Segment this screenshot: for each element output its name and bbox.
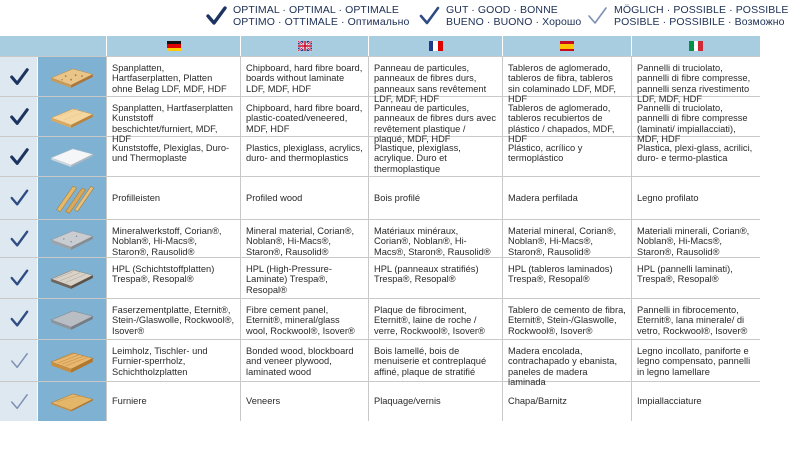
- good-check-icon: [418, 5, 440, 27]
- material-text: Spanplatten, Hartfaserplatten, Platten ohne Belag LDF, MDF, HDF: [112, 63, 227, 94]
- material-cell: [368, 137, 502, 176]
- material-image-cell: [38, 57, 106, 96]
- material-text: Chipboard, hard fibre board, plastic-coated/veneered, MDF, HDF: [246, 103, 363, 134]
- material-cell: [106, 299, 240, 339]
- table-row: [0, 381, 760, 421]
- material-text: Faserzementplatte, Eternit®, Stein-/Glaswolle, Rockwool®, Isover®: [112, 305, 235, 336]
- rating-cell: [0, 258, 38, 298]
- material-text: Materiali minerali, Corian®, Noblan®, Hi-Macs®, Staron®, Rausolid®: [637, 226, 750, 257]
- material-cell: [502, 137, 631, 176]
- rating-cell: [0, 382, 38, 421]
- rating-cell: [0, 177, 38, 219]
- material-cell: [631, 258, 760, 298]
- material-cell: [106, 57, 240, 96]
- table-row: [0, 257, 760, 298]
- lang-fr: [368, 36, 502, 56]
- material-text: Kunststoffe, Plexiglas, Duro- und Thermoplaste: [112, 143, 230, 164]
- coated-board-icon: [43, 98, 101, 136]
- material-cell: [368, 382, 502, 421]
- material-text: Profilleisten: [112, 192, 161, 203]
- material-cell: [631, 177, 760, 219]
- it-flag-icon: [689, 41, 703, 51]
- material-text: HPL (High-Pressure-Laminate) Trespa®, Resopal®: [246, 264, 332, 295]
- fibre-cement-icon: [43, 300, 101, 338]
- rating-cell: [0, 57, 38, 96]
- material-text: Tableros de aglomerado, tableros de fibra, tableros sin colaminado LDF, MDF, HDF: [508, 63, 616, 104]
- legend-possible: [586, 5, 788, 28]
- gb-flag-icon: [298, 41, 312, 51]
- material-text: Leimholz, Tischler- und Furnier-sperrholz, Schichtholzplatten: [112, 346, 208, 377]
- material-cell: [502, 382, 631, 421]
- material-text: Veneers: [246, 396, 281, 407]
- material-cell: [502, 299, 631, 339]
- material-text: Matériaux minéraux, Corian®, Noblan®, Hi-Macs®, Staron®, Rausolid®: [374, 226, 491, 257]
- material-text: Spanplatten, Hartfaserplatten Kunststoff beschichtet/furniert, MDF, HDF: [112, 103, 233, 144]
- material-rows: [0, 56, 760, 421]
- material-text: Legno profilato: [637, 192, 699, 203]
- material-cell: [240, 97, 368, 136]
- material-cell: [368, 258, 502, 298]
- material-cell: [368, 177, 502, 219]
- material-image-cell: [38, 340, 106, 381]
- material-cell: [106, 97, 240, 144]
- material-cell: [106, 258, 240, 298]
- rating-cell: [0, 299, 38, 339]
- material-text: Tableros de aglomerado, tableros recubiertos de plástico / chapados, MDF, HDF: [508, 103, 615, 144]
- legend-optimal-line1: OPTIMAL · OPTIMAL · OPTIMALE: [233, 4, 399, 16]
- material-text: Mineral material, Corian®, Noblan®, Hi-Macs®, Staron®, Rausolid®: [246, 226, 355, 257]
- material-cell: [502, 57, 631, 104]
- material-cell: [631, 382, 760, 421]
- material-text: Mineralwerkstoff, Corian®, Noblan®, Hi-Macs®, Staron®, Rausolid®: [112, 226, 222, 257]
- material-cell: [502, 340, 631, 387]
- material-text: Chipboard, hard fibre board, boards without laminate LDF, MDF, HDF: [246, 63, 363, 94]
- material-cell: [240, 299, 368, 339]
- profiled-wood-icon: [43, 179, 101, 217]
- optimal-check-icon: [9, 107, 29, 127]
- material-cell: [106, 382, 240, 421]
- material-text: Pannelli di truciolato, pannelli di fibre compresse (laminati/ impiallacciati), MDF, HDF: [637, 103, 748, 144]
- material-text: Panneau de particules, panneaux de fibres durs, panneaux sans revêtement LDF, MDF, HDF: [374, 63, 487, 104]
- material-cell: [631, 97, 760, 144]
- material-cell: [240, 382, 368, 421]
- material-cell: [240, 258, 368, 298]
- material-cell: [368, 97, 502, 144]
- material-image-cell: [38, 258, 106, 298]
- rating-cell: [0, 220, 38, 257]
- material-text: Impiallacciature: [637, 396, 702, 407]
- material-cell: [368, 220, 502, 257]
- bonded-wood-icon: [43, 342, 101, 380]
- material-cell: [502, 258, 631, 298]
- material-text: Profiled wood: [246, 192, 303, 203]
- material-text: Tablero de cemento de fibra, Eternit®, Stein-/Glaswolle, Rockwool®, Isover®: [508, 305, 626, 336]
- material-text: Plástico, acrílico y termoplástico: [508, 143, 583, 164]
- legend-good-line2: BUENO · BUONO · Хорошо: [446, 15, 582, 28]
- material-cell: [106, 220, 240, 257]
- table-row: [0, 298, 760, 339]
- rating-cell: [0, 137, 38, 176]
- language-header-row: [0, 36, 760, 56]
- material-cell: [502, 220, 631, 257]
- material-cell: [240, 137, 368, 176]
- lang-en: [240, 36, 368, 56]
- lang-it: [631, 36, 760, 56]
- material-text: Pannelli di truciolato, pannelli di fibre compresse, pannelli senza rivestimento LDF, MDF, HDF: [637, 63, 751, 104]
- legend-possible-line2: POSIBLE · POSSIBILE · Возможно: [614, 15, 785, 28]
- chipboard-icon: [43, 58, 101, 96]
- fr-flag-icon: [429, 41, 443, 51]
- optimal-check-icon: [9, 147, 29, 167]
- material-image-cell: [38, 97, 106, 136]
- material-cell: [631, 220, 760, 257]
- lang-es: [502, 36, 631, 56]
- material-text: Madera encolada, contrachapado y ebanista, paneles de madera laminada: [508, 346, 618, 387]
- material-cell: [631, 340, 760, 381]
- possible-check-icon: [586, 5, 608, 27]
- material-image-cell: [38, 382, 106, 421]
- material-text: HPL (tableros laminados) Trespa®, Resopal®: [508, 264, 613, 285]
- material-text: HPL (pannelli laminati), Trespa®, Resopal®: [637, 264, 733, 285]
- material-text: Material mineral, Corian®, Noblan®, Hi-Macs®, Staron®, Rausolid®: [508, 226, 617, 257]
- material-cell: [368, 57, 502, 104]
- material-cell: [368, 340, 502, 381]
- possible-check-icon: [9, 392, 29, 412]
- material-text: Madera perfilada: [508, 192, 578, 203]
- material-text: Legno incollato, paniforte e legno compensato, pannelli in legno lamellare: [637, 346, 751, 377]
- legend-possible-line1: MÖGLICH · POSSIBLE · POSSIBLE: [614, 4, 788, 16]
- material-cell: [631, 299, 760, 339]
- material-text: Plaque de fibrociment, Eternit®, laine de roche / verre, Rockwool®, Isover®: [374, 305, 485, 336]
- material-text: HPL (Schichtstoffplatten) Trespa®, Resopal®: [112, 264, 215, 285]
- good-check-icon: [9, 309, 29, 329]
- material-image-cell: [38, 177, 106, 219]
- legend-optimal: [205, 5, 409, 28]
- material-cell: [502, 177, 631, 219]
- table-row: [0, 219, 760, 257]
- de-flag-icon: [167, 41, 181, 51]
- material-cell: [502, 97, 631, 144]
- material-cell: [106, 340, 240, 381]
- table-row: [0, 339, 760, 387]
- material-text: Fibre cement panel, Eternit®, mineral/glass wool, Rockwool®, Isover®: [246, 305, 355, 336]
- material-text: Pannelli in fibrocemento, Eternit®, lana minerale/ di vetro, Rockwool®, Isover®: [637, 305, 748, 336]
- optimal-check-icon: [205, 5, 227, 27]
- rating-cell: [0, 97, 38, 136]
- legend-good: [418, 5, 581, 28]
- material-text: Plastica, plexi-glass, acrilici, duro- e termo-plastica: [637, 143, 753, 164]
- material-text: Panneau de particules, panneaux de fibres durs avec revêtement plastique / plaqué, MDF, HDF: [374, 103, 496, 144]
- material-text: Plastics, plexiglass, acrylics, duro- and thermoplastics: [246, 143, 363, 164]
- legend: [0, 0, 788, 36]
- material-cell: [631, 57, 760, 104]
- table-row: [0, 96, 760, 144]
- material-cell: [106, 137, 240, 176]
- material-text: Plastique, plexiglass, acrylique. Duro et thermoplastique: [374, 143, 461, 174]
- mineral-material-icon: [43, 220, 101, 258]
- material-text: Plaquage/vernis: [374, 396, 441, 407]
- table-row: [0, 56, 760, 104]
- material-cell: [631, 137, 760, 176]
- veneer-icon: [43, 383, 101, 421]
- material-cell: [240, 220, 368, 257]
- optimal-check-icon: [9, 67, 29, 87]
- material-cell: [240, 57, 368, 96]
- rating-cell: [0, 340, 38, 381]
- table-row: [0, 176, 760, 219]
- material-image-cell: [38, 220, 106, 257]
- material-cell: [240, 340, 368, 381]
- material-text: Bois lamellé, bois de menuiserie et contreplaqué affiné, plaque de stratifié: [374, 346, 487, 377]
- table-row: [0, 136, 760, 176]
- legend-optimal-line2: OPTIMO · OTTIMALE · Оптимально: [233, 15, 410, 28]
- material-text: HPL (panneaux stratifiés) Trespa®, Resopal®: [374, 264, 479, 285]
- material-text: Bois profilé: [374, 192, 420, 203]
- materials-table: [0, 36, 760, 421]
- material-image-cell: [38, 137, 106, 176]
- material-cell: [368, 299, 502, 339]
- lang-de: [106, 36, 240, 56]
- good-check-icon: [9, 188, 29, 208]
- material-text: Furniere: [112, 396, 147, 407]
- possible-check-icon: [9, 351, 29, 371]
- material-image-cell: [38, 299, 106, 339]
- plastic-sheet-icon: [43, 138, 101, 176]
- material-cell: [106, 177, 240, 219]
- material-text: Chapa/Barnitz: [508, 396, 567, 407]
- good-check-icon: [9, 229, 29, 249]
- material-cell: [240, 177, 368, 219]
- legend-good-line1: GUT · GOOD · BONNE: [446, 4, 558, 16]
- hpl-laminate-icon: [43, 259, 101, 297]
- es-flag-icon: [560, 41, 574, 51]
- good-check-icon: [9, 268, 29, 288]
- material-text: Bonded wood, blockboard and veneer plywood, laminated wood: [246, 346, 354, 377]
